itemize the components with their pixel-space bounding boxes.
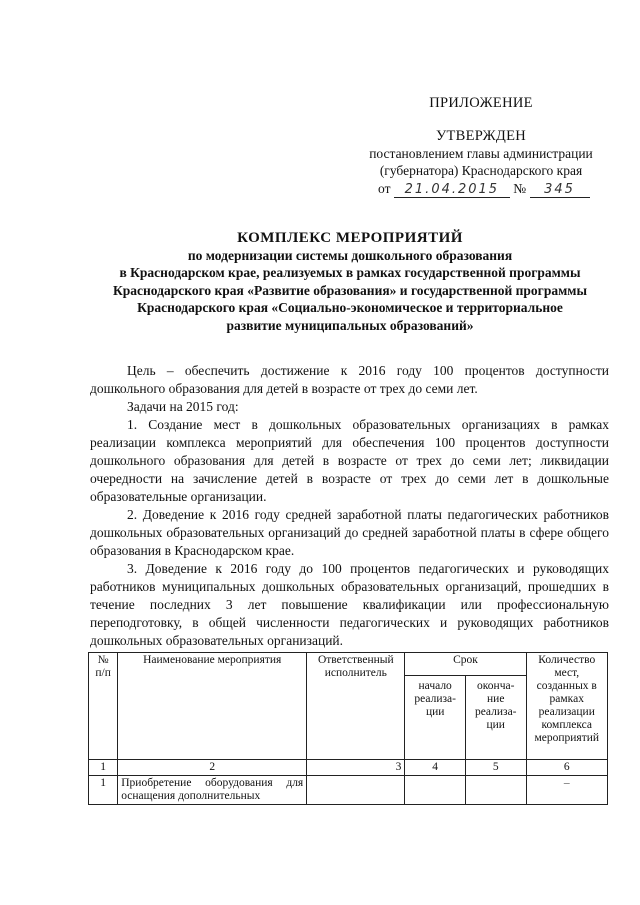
title-line4: Краснодарского края «Развитие образования» и государственной программы (112, 282, 588, 298)
row1-quantity: – (526, 776, 607, 805)
row1-start (405, 776, 466, 805)
header-start: начало реализа-ции (405, 676, 466, 760)
table-header-row (89, 653, 608, 676)
header-end: оконча-ние реализа-ции (465, 676, 526, 760)
task-3: 3. Доведение к 2016 году до 100 процентов педагогических и руководящих работников муниципальных дошкольных образовательных организаций, прошедших в течение последних 3 лет повышение квалификации или профессиональную переподготовку, в общей численности педагогических и руководящих работников дошкольных образовательных организаций. (90, 561, 609, 648)
header-quantity: Количество мест, созданных в рамках реализации комплекса мероприятий (526, 653, 607, 760)
approved-line2: (губернатора) Краснодарского края (379, 163, 583, 178)
appendix-label (356, 94, 606, 112)
col-num-2: 2 (118, 760, 307, 776)
title-line1: КОМПЛЕКС МЕРОПРИЯТИЙ (237, 230, 463, 246)
row1-name: Приобретение оборудования для оснащения дополнительных (118, 776, 307, 805)
header-num: № п/п (89, 653, 118, 760)
header-name: Наименование мероприятия (118, 653, 307, 760)
document-title (60, 229, 640, 334)
col-num-1: 1 (89, 760, 118, 776)
date-number-line (378, 181, 590, 198)
approved-line1: постановлением главы администрации (369, 146, 593, 161)
table-numbering-row (89, 760, 608, 776)
approval-stamp (356, 128, 606, 179)
document-body (90, 362, 609, 650)
date-handwritten: 21.04.2015 (394, 182, 510, 198)
measures-table (88, 652, 608, 805)
header-responsible: Ответственный исполнитель (307, 653, 405, 760)
col-num-5: 5 (465, 760, 526, 776)
goal-paragraph: Цель – обеспечить достижение к 2016 году 100 процентов доступности дошкольного образования для детей в возрасте от трех до семи лет. (90, 363, 609, 396)
title-line6: развитие муниципальных образований» (226, 317, 474, 333)
col-num-4: 4 (405, 760, 466, 776)
table-row (89, 776, 608, 805)
row1-num: 1 (89, 776, 118, 805)
row1-responsible (307, 776, 405, 805)
approved-text: УТВЕРЖДЕН (435, 128, 527, 144)
number-prefix: № (513, 181, 527, 196)
header-term: Срок (405, 653, 526, 676)
date-prefix: от (378, 181, 391, 196)
title-line3: в Краснодарском крае, реализуемых в рамках государственной программы (119, 265, 581, 281)
title-line5: Краснодарского края «Социально-экономическое и территориальное (137, 300, 563, 316)
tasks-heading: Задачи на 2015 год: (127, 399, 239, 414)
row1-end (465, 776, 526, 805)
number-handwritten: 345 (530, 182, 590, 198)
task-1: 1. Создание мест в дошкольных образовательных организациях в рамках реализации комплекса мероприятий для обеспечения 100 процентов доступности дошкольного образования для детей в возрасте от трех до семи лет; ликвидации очередности на зачисление детей в возрасте от трех до семи лет в дошкольные образовательные организации. (90, 417, 609, 504)
col-num-6: 6 (526, 760, 607, 776)
col-num-3: 3 (307, 760, 405, 776)
task-2: 2. Доведение к 2016 году средней заработной платы педагогических работников дошкольных образовательных организаций до средней заработной платы в сфере общего образования в Краснодарском крае. (90, 507, 609, 558)
title-line2: по модернизации системы дошкольного образования (187, 248, 513, 263)
appendix-text: ПРИЛОЖЕНИЕ (429, 95, 533, 111)
